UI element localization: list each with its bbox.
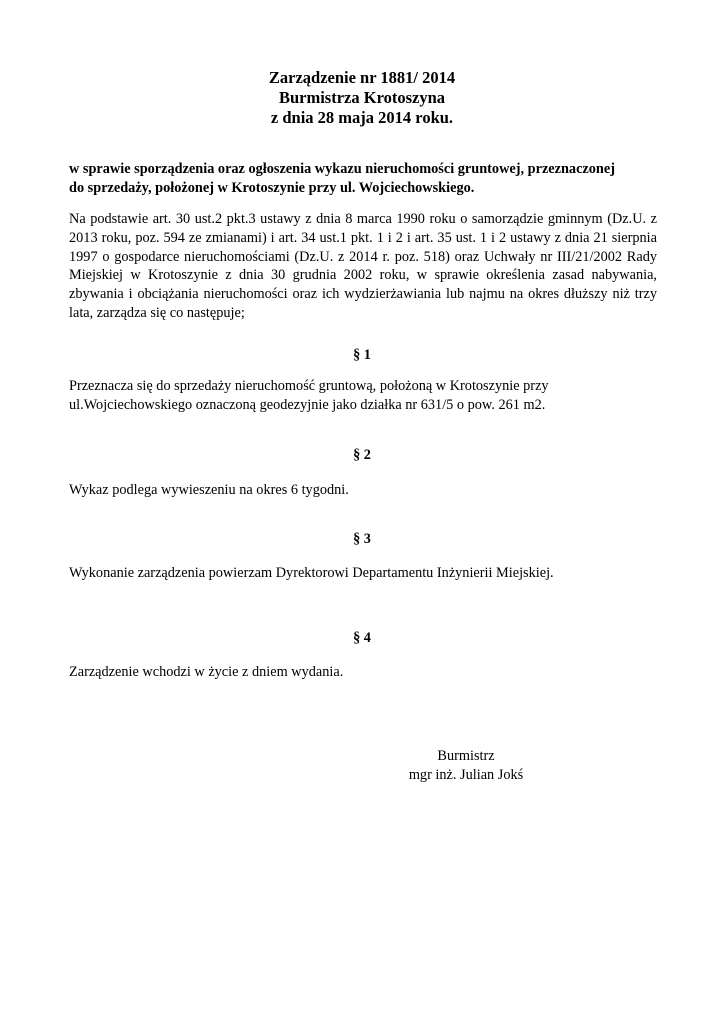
section-text-2 (69, 481, 669, 500)
section-line: Zarządzenie wchodzi w życie z dniem wydania. (69, 664, 344, 680)
section-line: ul.Wojciechowskiego oznaczoną geodezyjnie jako działka nr 631/5 o pow. 261 m2. (69, 396, 546, 413)
section-text-3 (69, 564, 669, 583)
signature-name: mgr inż. Julian Jokś (408, 767, 524, 783)
signature-block (380, 747, 552, 785)
document-date: z dnia 28 maja 2014 roku. (270, 108, 454, 127)
document-subject (69, 160, 659, 197)
section-text-1 (69, 377, 669, 415)
subject-line: w sprawie sporządzenia oraz ogłoszenia wykazu nieruchomości gruntowej, przeznaczonej (69, 161, 615, 177)
document-issuer: Burmistrza Krotoszyna (278, 88, 446, 107)
section-heading-1: § 1 (353, 347, 371, 363)
subject-line: do sprzedaży, położonej w Krotoszynie przy ul. Wojciechowskiego. (69, 179, 475, 196)
section-heading-3: § 3 (353, 531, 371, 547)
section-line: Wykonanie zarządzenia powierzam Dyrektorowi Departamentu Inżynierii Miejskiej. (69, 565, 554, 581)
section-line: Przeznacza się do sprzedaży nieruchomość gruntową, położoną w Krotoszynie przy (69, 378, 549, 394)
section-heading-2: § 2 (353, 447, 371, 463)
legal-basis-paragraph: Na podstawie art. 30 ust.2 pkt.3 ustawy z dnia 8 marca 1990 roku o samorządzie gminnym (Dz.U. z 2013 roku, poz. 594 ze zmianami) i art. 34 ust.1 pkt. 1 i 2 i art. 35 ust. 1 i 2 ustawy z dnia 21 sierpnia 1997 o gospodarce nieruchomościami (Dz.U. z 2014 r. poz. 518) oraz Uchwały nr III/21/2002 Rady Miejskiej w Krotoszynie z dnia 30 grudnia 2002 roku, w sprawie określenia zasad nabywania, zbywania i obciążania nieruchomości oraz ich wydzierżawiania lub najmu na okres dłuższy niż trzy lata, zarządza się co następuje; (69, 211, 657, 321)
document-title-block (0, 68, 724, 128)
section-line: Wykaz podlega wywieszeniu na okres 6 tygodni. (69, 482, 349, 498)
section-heading-4: § 4 (353, 630, 371, 646)
section-text-4 (69, 663, 669, 682)
document-title: Zarządzenie nr 1881/ 2014 (268, 68, 456, 87)
signature-role: Burmistrz (437, 748, 495, 764)
